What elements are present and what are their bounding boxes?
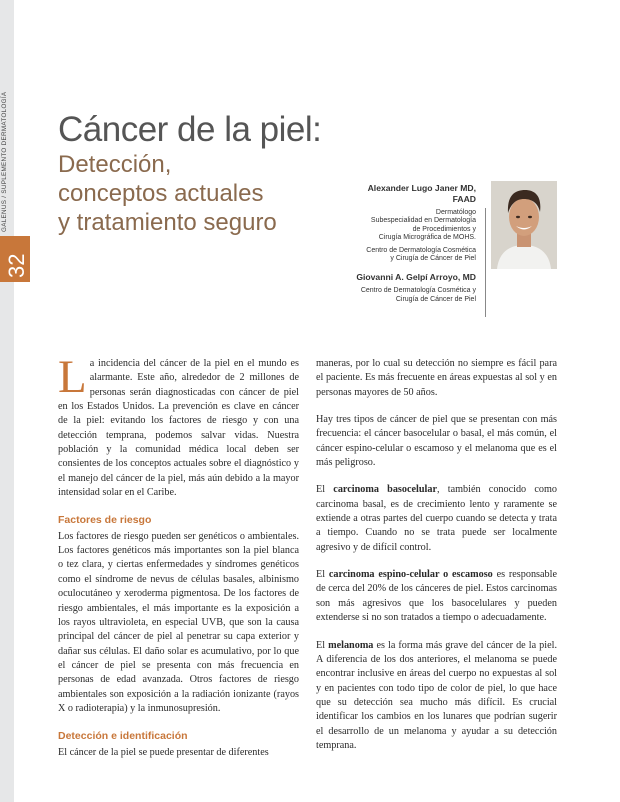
risk-paragraph: Los factores de riesgo pueden ser genéticos o ambientales. Los factores genéticos más importantes son la piel blanca o tez clara, y ciertas enfermedades y síndromes genéticos como el síndrome de nevus de células basales, albinismo oculocutáneo y xeroderma pigmentosa. De los factores de riesgo ambientales, el más importante es la exposición a los rayos ultravioleta, en especial UVB, que son la causa principal del cáncer de piel al penetrar su capa exterior y dañar sus células. El daño solar es acumulativo, por lo que el cáncer de piel se presenta con más frecuencia en personas de edad avanzada. Otros factores de riesgo ambientales son exposición a la radiación ionizante (rayos X o radioterapia) y la inmunosupresión.: [58, 530, 299, 714]
subtitle-line: y tratamiento seguro: [58, 209, 277, 236]
author-name: Giovanni A. Gelpí Arroyo, MD: [356, 272, 476, 283]
article-title: Cáncer de la piel:: [58, 110, 322, 149]
drop-cap: L: [58, 351, 87, 403]
paragraph: Hay tres tipos de cáncer de piel que se presentan con más frecuencia: el cáncer basocelular o basal, el más común, el cáncer espino-celular o escamoso y el melanoma que es el más peligroso.: [316, 414, 557, 469]
author-affiliation: Centro de Dermatología Cosmética y Cirugía de Cáncer de Piel: [366, 246, 476, 263]
author-2: [296, 272, 476, 304]
author-credentials: Dermatólogo Subespecialidad en Dermatología de Procedimientos y Cirugía Micrográfica de MOHS.: [370, 209, 476, 242]
bcc-paragraph: El carcinoma basocelular, también conocido como carcinoma basal, es de crecimiento lento y raramente se extiende a otras partes del cuerpo cuando se detecta y trata a tiempo. Cuando no se trata puede ser localmente agresivo y de difícil control.: [316, 484, 558, 553]
author-1: [296, 183, 476, 263]
author-affiliation: Centro de Dermatología Cosmética y Cirugía de Cáncer de Piel: [360, 287, 476, 303]
detection-paragraph: El cáncer de la piel se puede presentar de diferentes: [58, 746, 269, 758]
melanoma-term: melanoma: [328, 639, 374, 651]
article-column-left: [58, 351, 299, 773]
author-name: Alexander Lugo Janer MD, FAAD: [367, 183, 476, 204]
melanoma-paragraph: El melanoma es la forma más grave del cáncer de la piel. A diferencia de los dos anteriores, el melanoma se puede encontrar inclusive en áreas del cuerpo no expuestas al sol y en pacientes con todo tipo de color de piel, lo que hace que su detección sea mucho más difícil. Es crucial identificar los cambios en los lunares que podrían sugerir el desarrollo de un melanoma y ayudar a su detección temprana.: [316, 639, 557, 751]
author-list: [296, 183, 476, 304]
paragraph: maneras, por lo cual su detección no siempre es fácil para el paciente. Es más frecuente en áreas expuestas al sol y en personas mayores de 50 años.: [316, 358, 557, 398]
scc-paragraph: El carcinoma espino-celular o escamoso es responsable de cerca del 20% de los cánceres de piel. Estos carcinomas son más agresivos que los basocelulares y pueden extenderse si no son tratados a tiempo o adecuadamente.: [316, 569, 557, 624]
subtitle-line: Detección,: [58, 151, 172, 178]
section-heading-risk: Factores de riesgo: [58, 514, 152, 527]
article-subtitle: [58, 150, 277, 237]
article-column-right: [316, 357, 557, 766]
subtitle-line: conceptos actuales: [58, 180, 264, 207]
intro-paragraph: La incidencia del cáncer de la piel en el mundo es alarmante. Este año, alrededor de 2 millones de personas serán diagnosticadas con cáncer de piel en los Estados Unidos. La prevención es clave en cáncer de la piel: evitando los factores de riesgo y con una detección temprana, podemos salvar vidas. Nuestra población y la comunidad médica local deben ser consientes de los conceptos actuales sobre el diagnóstico y el manejo del cáncer de la piel, más aún debido a la mayor intensidad solar en el Caribe.: [58, 351, 299, 499]
author-divider: [485, 208, 486, 317]
page-number: 32: [4, 253, 29, 278]
scc-term: carcinoma espino-celular o escamoso: [328, 569, 493, 581]
author-photo: [491, 181, 557, 269]
bcc-term: carcinoma basocelular: [333, 484, 437, 496]
section-heading-detection: Detección e identificación: [58, 730, 188, 743]
